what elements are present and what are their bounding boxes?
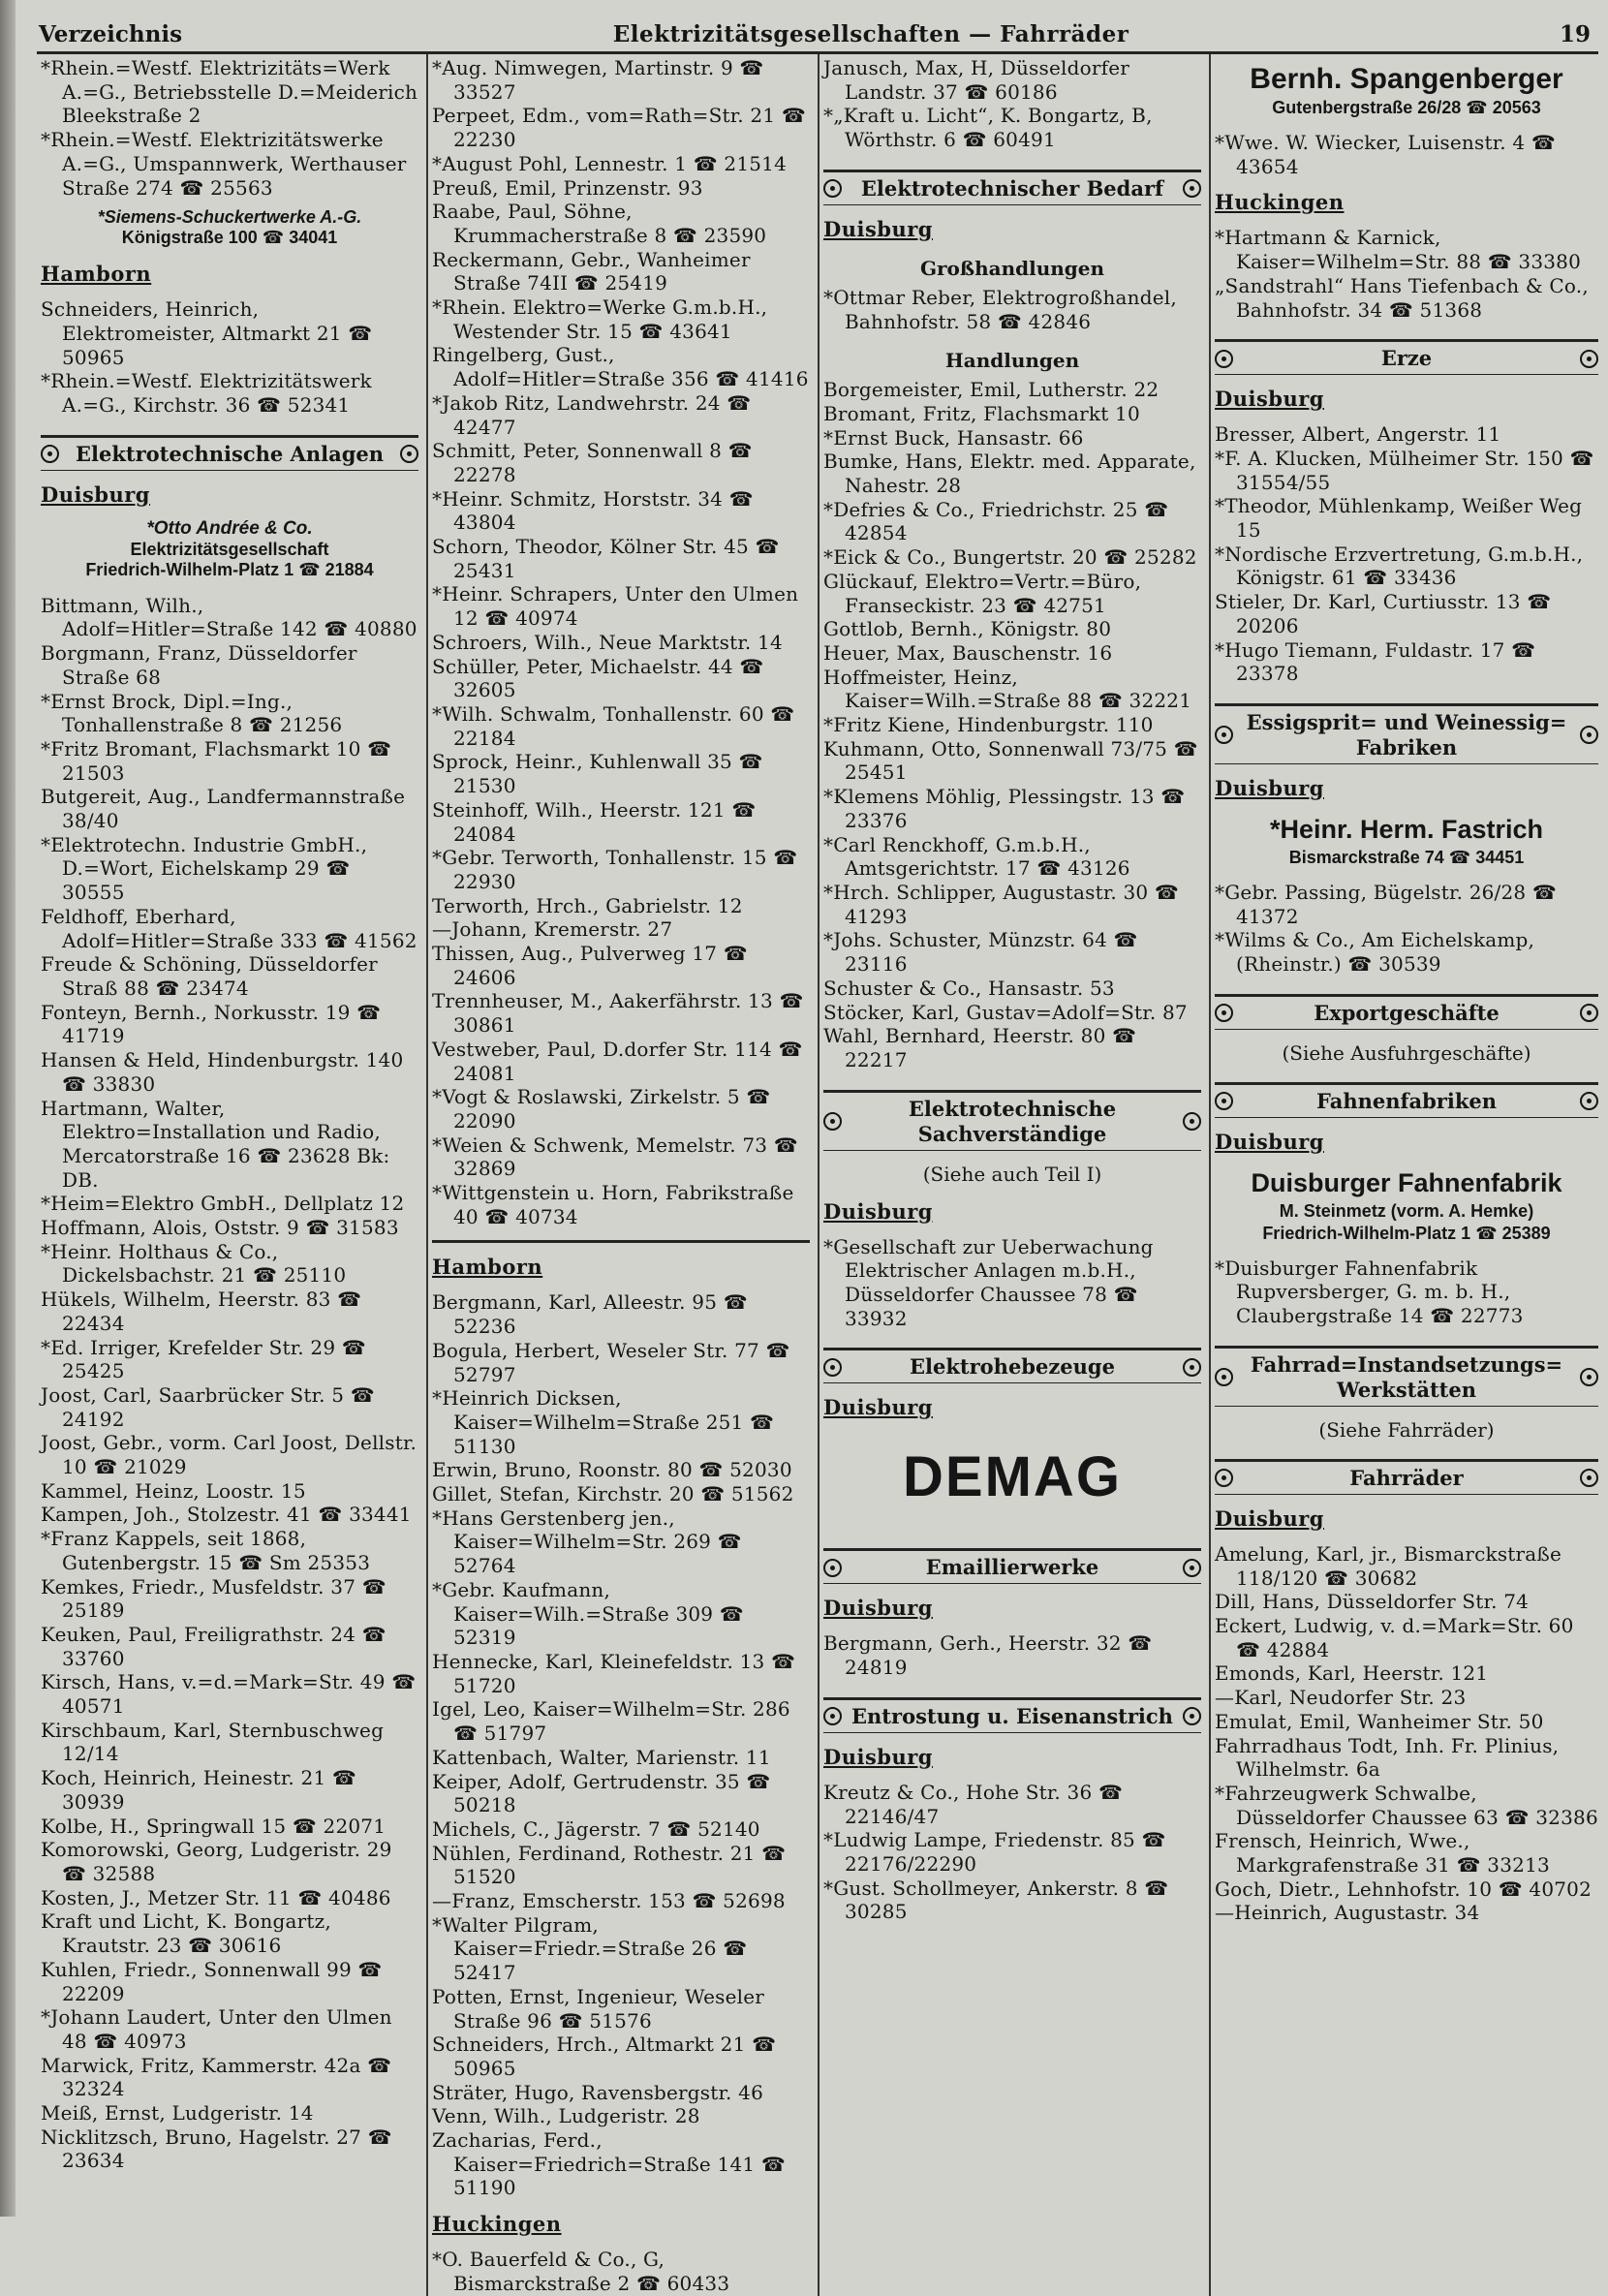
city-heading: Huckingen xyxy=(1215,190,1345,215)
section-heading xyxy=(823,170,1201,205)
directory-entry: Bumke, Hans, Elektr. med. Apparate, Nahestr. 28 xyxy=(823,450,1196,498)
bullet-circle-icon xyxy=(1580,1004,1598,1022)
directory-entry: Schneiders, Hrch., Altmarkt 21 ☎ 50965 xyxy=(432,2032,777,2080)
directory-entry: Joost, Carl, Saarbrücker Str. 5 ☎ 24192 xyxy=(41,1382,375,1431)
directory-entry: *Ottmar Reber, Elektrogroßhandel, Bahnhofstr. 58 ☎ 42846 xyxy=(823,285,1177,333)
bullet-circle-icon xyxy=(823,1358,842,1377)
bullet-circle-icon xyxy=(41,445,59,463)
directory-entry: Potten, Ernst, Ingenieur, Weseler Straße 96 ☎ 51576 xyxy=(432,1984,764,2032)
directory-entry: Dill, Hans, Düsseldorfer Str. 74 xyxy=(1215,1590,1530,1614)
ad-line: *Siemens-Schuckertwerke A.-G. xyxy=(97,207,362,228)
directory-entry: Reckermann, Gebr., Wanheimer Straße 74II ☎ 25419 xyxy=(432,247,751,295)
directory-entry: Emonds, Karl, Heerstr. 121 xyxy=(1215,1661,1489,1686)
directory-entry: Meiß, Ernst, Ludgeristr. 14 xyxy=(41,2101,314,2125)
section-heading xyxy=(823,1348,1201,1383)
page-header xyxy=(37,21,1598,54)
directory-entry: *Heinr. Schmitz, Horststr. 34 ☎ 43804 xyxy=(432,486,754,535)
directory-entry: Zacharias, Ferd., Kaiser=Friedrich=Straße 141 ☎ 51190 xyxy=(432,2128,786,2200)
directory-entry: *Fritz Kiene, Hindenburgstr. 110 xyxy=(823,713,1154,737)
directory-entry: Komorowski, Georg, Ludgeristr. 29 ☎ 32588 xyxy=(41,1838,392,1885)
directory-entry: *Wwe. W. Wiecker, Luisenstr. 4 ☎ 43654 xyxy=(1215,131,1556,178)
directory-entry: *Klemens Möhlig, Plessingstr. 13 ☎ 23376 xyxy=(823,785,1186,832)
bullet-circle-icon xyxy=(1215,350,1233,368)
directory-entry: Venn, Wilh., Ludgeristr. 28 xyxy=(432,2104,700,2128)
directory-entry: —Karl, Neudorfer Str. 23 xyxy=(1215,1686,1467,1710)
directory-entry: *Franz Kappels, seit 1868, Gutenbergstr. 15 ☎ Sm 25353 xyxy=(41,1527,371,1574)
directory-entry: Kammel, Heinz, Loostr. 15 xyxy=(41,1478,306,1503)
column-2 xyxy=(428,54,819,2296)
directory-entry: Janusch, Max, H, Düsseldorfer Landstr. 37 ☎ 60186 xyxy=(823,56,1129,104)
entry-list xyxy=(823,378,1201,1071)
fahnenfabrik-ad xyxy=(1215,1165,1598,1245)
directory-entry: Glückauf, Elektro=Vertr.=Büro, Franseckistr. 23 ☎ 42751 xyxy=(823,569,1142,617)
city-heading: Duisburg xyxy=(823,1744,933,1769)
directory-entry: Borgemeister, Emil, Lutherstr. 22 xyxy=(823,378,1160,402)
directory-entry: Igel, Leo, Kaiser=Wilhelm=Str. 286 ☎ 51797 xyxy=(432,1697,790,1746)
directory-entry: Marwick, Fritz, Kammerstr. 42a ☎ 32324 xyxy=(41,2053,392,2101)
directory-entry: Hennecke, Karl, Kleinefeldstr. 13 ☎ 51720 xyxy=(432,1650,796,1697)
directory-entry: *Gesellschaft zur Ueberwachung Elektrischer Anlagen m.b.H., Düsseldorfer Chaussee 78 ☎ 33932 xyxy=(823,1234,1154,1330)
section-title: Fahrrad=Instandsetzungs= Werkstätten xyxy=(1250,1351,1563,1402)
directory-entry: Raabe, Paul, Söhne, Krummacherstraße 8 ☎ 23590 xyxy=(432,200,767,247)
column-4 xyxy=(1211,54,1598,2296)
directory-entry: Preuß, Emil, Prinzenstr. 93 xyxy=(432,175,703,200)
directory-entry: Terworth, Hrch., Gabrielstr. 12 xyxy=(432,893,743,917)
see-also-note: (Siehe Ausfuhrgeschäfte) xyxy=(1282,1040,1531,1065)
andree-ad xyxy=(41,518,418,580)
bullet-circle-icon xyxy=(1183,1559,1201,1577)
entry-list xyxy=(1215,881,1598,977)
directory-entry: Kirschbaum, Karl, Sternbuschweg 12/14 xyxy=(41,1718,385,1766)
directory-entry: *Hartmann & Karnick, Kaiser=Wilhelm=Str. 88 ☎ 33380 xyxy=(1215,226,1582,274)
directory-entry: Ringelberg, Gust., Adolf=Hitler=Straße 356 ☎ 41416 xyxy=(432,343,809,391)
bullet-circle-icon xyxy=(823,1112,842,1131)
directory-entry: Koch, Heinrich, Heinestr. 21 ☎ 30939 xyxy=(41,1766,357,1814)
directory-entry: Bittmann, Wilh., Adolf=Hitler=Straße 142 ☎ 40880 xyxy=(41,593,417,641)
entry-list xyxy=(1215,422,1598,686)
section-heading xyxy=(1215,1459,1598,1495)
directory-entry: Schroers, Wilh., Neue Marktstr. 14 xyxy=(432,630,783,654)
bullet-circle-icon xyxy=(1183,1358,1201,1377)
directory-entry: *Wittgenstein u. Horn, Fabrikstraße 40 ☎ 40734 xyxy=(432,1181,794,1228)
city-heading: Duisburg xyxy=(823,216,933,241)
directory-entry: *Gebr. Passing, Bügelstr. 26/28 ☎ 41372 xyxy=(1215,880,1557,928)
directory-entry: Kattenbach, Walter, Marienstr. 11 xyxy=(432,1745,771,1769)
directory-entry: *„Kraft u. Licht“, K. Bongartz, B, Wörthstr. 6 ☎ 60491 xyxy=(823,104,1153,152)
bullet-circle-icon xyxy=(400,445,418,463)
directory-entry: *Hans Gerstenberg jen., Kaiser=Wilhelm=Str. 269 ☎ 52764 xyxy=(432,1505,742,1578)
entry-list xyxy=(823,1631,1201,1679)
directory-entry: *F. A. Klucken, Mülheimer Str. 150 ☎ 31554/55 xyxy=(1215,446,1594,494)
city-heading: Duisburg xyxy=(823,1198,933,1224)
directory-entry: Nicklitzsch, Bruno, Hagelstr. 27 ☎ 23634 xyxy=(41,2125,392,2173)
directory-entry: Schüller, Peter, Michaelstr. 44 ☎ 32605 xyxy=(432,654,764,702)
section-title: Emaillierwerke xyxy=(925,1555,1099,1580)
directory-entry: *Heinr. Schrapers, Unter den Ulmen 12 ☎ 40974 xyxy=(432,582,799,631)
directory-entry: Schuster & Co., Hansastr. 53 xyxy=(823,976,1115,1000)
divider xyxy=(432,1240,810,1243)
directory-entry: *Heinr. Holthaus & Co., Dickelsbachstr. 21 ☎ 25110 xyxy=(41,1239,347,1288)
city-heading: Duisburg xyxy=(1215,1129,1324,1154)
directory-entry: Nühlen, Ferdinand, Rothestr. 21 ☎ 51520 xyxy=(432,1841,787,1889)
directory-entry: Borgmann, Franz, Düsseldorfer Straße 68 xyxy=(41,641,357,689)
directory-entry: Perpeet, Edm., vom=Rath=Str. 21 ☎ 22230 xyxy=(432,104,806,152)
directory-entry: *Wilms & Co., Am Eichelskamp, (Rheinstr.) ☎ 30539 xyxy=(1215,928,1535,977)
see-also-note: (Siehe Fahrräder) xyxy=(1318,1417,1495,1442)
section-heading xyxy=(823,1548,1201,1584)
directory-entry: Kraft und Licht, K. Bongartz, Krautstr. 23 ☎ 30616 xyxy=(41,1909,331,1958)
directory-entry: Kirsch, Hans, v.=d.=Mark=Str. 49 ☎ 40571 xyxy=(41,1670,417,1719)
spangenberger-ad xyxy=(1215,62,1598,119)
ad-line: Bismarckstraße 74 ☎ 34451 xyxy=(1288,847,1525,867)
directory-entry: *Elektrotechn. Industrie GmbH., D.=Wort, Eichelskamp 29 ☎ 30555 xyxy=(41,832,368,905)
directory-entry: Kampen, Joh., Stolzestr. 41 ☎ 33441 xyxy=(41,1503,412,1527)
directory-entry: *Hrch. Schlipper, Augustastr. 30 ☎ 41293 xyxy=(823,880,1180,928)
directory-entry: Joost, Gebr., vorm. Carl Joost, Dellstr. 10 ☎ 21029 xyxy=(41,1431,417,1479)
section-title: Elektrohebezeuge xyxy=(910,1354,1115,1380)
column-1 xyxy=(37,54,428,2296)
city-heading: Huckingen xyxy=(432,2212,562,2237)
bullet-circle-icon xyxy=(1580,726,1598,744)
city-heading: Hamborn xyxy=(432,1255,543,1280)
directory-entry: Wahl, Bernhard, Heerstr. 80 ☎ 22217 xyxy=(823,1024,1137,1071)
directory-entry: *August Pohl, Lennestr. 1 ☎ 21514 xyxy=(432,151,788,175)
directory-entry: Gottlob, Bernh., Königstr. 80 xyxy=(823,617,1112,641)
section-title: Fahrräder xyxy=(1349,1465,1464,1490)
section-heading xyxy=(1215,703,1598,764)
directory-entry: *Vogt & Roslawski, Zirkelstr. 5 ☎ 22090 xyxy=(432,1085,771,1132)
directory-entry: *Rhein. Elektro=Werke G.m.b.H., Westender Str. 15 ☎ 43641 xyxy=(432,295,768,343)
directory-entry: Schorn, Theodor, Kölner Str. 45 ☎ 25431 xyxy=(432,535,780,582)
city-heading: Duisburg xyxy=(1215,775,1324,800)
bullet-circle-icon xyxy=(1215,1368,1233,1386)
section-title: Essigsprit= und Weinessig= Fabriken xyxy=(1246,709,1567,760)
bullet-circle-icon xyxy=(823,179,842,198)
section-heading xyxy=(1215,1082,1598,1118)
entry-list xyxy=(41,297,418,418)
section-heading xyxy=(1215,339,1598,375)
section-heading xyxy=(1215,994,1598,1030)
directory-entry: *Fritz Bromant, Flachsmarkt 10 ☎ 21503 xyxy=(41,736,392,785)
ad-line: *Heinr. Herm. Fastrich xyxy=(1269,814,1544,844)
bullet-circle-icon xyxy=(823,1707,842,1725)
city-heading: Duisburg xyxy=(41,481,150,507)
directory-entry: Trennheuser, M., Aakerfährstr. 13 ☎ 30861 xyxy=(432,989,804,1038)
section-heading xyxy=(1215,1346,1598,1407)
directory-entry: Feldhoff, Eberhard, Adolf=Hitler=Straße 333 ☎ 41562 xyxy=(41,904,417,952)
city-heading: Duisburg xyxy=(823,1395,933,1420)
directory-entry: Frensch, Heinrich, Wwe., Markgrafenstraße 31 ☎ 33213 xyxy=(1215,1829,1550,1877)
bullet-circle-icon xyxy=(823,1559,842,1577)
page-number: 19 xyxy=(1559,21,1591,47)
section-title: Elektrotechnische Sachverständige xyxy=(908,1096,1117,1146)
directory-entry: Eckert, Ludwig, v. d.=Mark=Str. 60 ☎ 42884 xyxy=(1215,1613,1574,1661)
directory-entry: Kuhlen, Friedr., Sonnenwall 99 ☎ 22209 xyxy=(41,1957,383,2005)
directory-entry: *Ernst Brock, Dipl.=Ing., Tonhallenstraße 8 ☎ 21256 xyxy=(41,689,343,737)
directory-entry: *Heim=Elektro GmbH., Dellplatz 12 xyxy=(41,1192,405,1216)
directory-entry: *Johs. Schuster, Münzstr. 64 ☎ 23116 xyxy=(823,928,1138,977)
city-heading: Hamborn xyxy=(41,262,152,287)
section-heading xyxy=(823,1697,1201,1733)
directory-entry: *Theodor, Mühlenkamp, Weißer Weg 15 xyxy=(1215,494,1583,543)
entry-list xyxy=(823,1235,1201,1331)
ad-line: Friedrich-Wilhelm-Platz 1 ☎ 25389 xyxy=(1262,1223,1551,1243)
entry-list xyxy=(1215,1257,1598,1328)
directory-entry: Kosten, J., Metzer Str. 11 ☎ 40486 xyxy=(41,1885,391,1909)
directory-entry: Hoffmann, Alois, Oststr. 9 ☎ 31583 xyxy=(41,1216,399,1240)
directory-entry: Hükels, Wilhelm, Heerstr. 83 ☎ 22434 xyxy=(41,1288,362,1335)
ad-line: Elektrizitätsgesellschaft xyxy=(130,539,329,559)
fastrich-ad xyxy=(1215,812,1598,869)
directory-entry: Butgereit, Aug., Landfermannstraße 38/40 xyxy=(41,785,406,833)
directory-entry: *Nordische Erzvertretung, G.m.b.H., Königstr. 61 ☎ 33436 xyxy=(1215,542,1584,590)
directory-entry: Kolbe, H., Springwall 15 ☎ 22071 xyxy=(41,1814,387,1838)
entry-list xyxy=(823,56,1201,152)
bullet-circle-icon xyxy=(1580,1469,1598,1487)
directory-entry: *Eick & Co., Bungertstr. 20 ☎ 25282 xyxy=(823,545,1197,570)
header-left: Verzeichnis xyxy=(39,21,183,47)
section-title: Elektrotechnischer Bedarf xyxy=(860,175,1164,201)
directory-entry: —Johann, Kremerstr. 27 xyxy=(432,917,673,942)
directory-entry: *O. Bauerfeld & Co., G, Bismarckstraße 2 ☎ 60433 xyxy=(432,2248,730,2295)
directory-entry: *Walter Pilgram, Kaiser=Friedr.=Straße 26 ☎ 52417 xyxy=(432,1912,748,1985)
columns xyxy=(37,54,1598,2295)
directory-entry: Sträter, Hugo, Ravensbergstr. 46 xyxy=(432,2080,764,2104)
directory-entry: Heuer, Max, Bauschenstr. 16 xyxy=(823,640,1113,665)
section-heading xyxy=(41,435,418,471)
directory-entry: *Defries & Co., Friedrichstr. 25 ☎ 42854 xyxy=(823,497,1169,545)
directory-entry: Stöcker, Karl, Gustav=Adolf=Str. 87 xyxy=(823,1000,1188,1024)
demag-logo: DEMAG xyxy=(903,1445,1122,1509)
directory-entry: *Ernst Buck, Hansastr. 66 xyxy=(823,425,1084,450)
bullet-circle-icon xyxy=(1215,1092,1233,1110)
entry-list xyxy=(41,56,418,200)
directory-entry: Stieler, Dr. Karl, Curtiusstr. 13 ☎ 20206 xyxy=(1215,590,1552,637)
bullet-circle-icon xyxy=(1580,350,1598,368)
subheading: Großhandlungen xyxy=(919,256,1105,280)
directory-entry: *Carl Renckhoff, G.m.b.H., Amtsgerichtstr. 17 ☎ 43126 xyxy=(823,832,1130,881)
directory-entry: *Duisburger Fahnenfabrik Rupversberger, G. m. b. H., Claubergstraße 14 ☎ 22773 xyxy=(1215,1256,1524,1328)
bullet-circle-icon xyxy=(1183,179,1201,198)
directory-entry: Goch, Dietr., Lehnhofstr. 10 ☎ 40702 xyxy=(1215,1877,1593,1901)
directory-entry: *Ludwig Lampe, Friedenstr. 85 ☎ 22176/22290 xyxy=(823,1828,1166,1876)
section-title: Erze xyxy=(1380,346,1433,371)
directory-entry: Schneiders, Heinrich, Elektromeister, Altmarkt 21 ☎ 50965 xyxy=(41,297,373,369)
directory-entry: *Ed. Irriger, Krefelder Str. 29 ☎ 25425 xyxy=(41,1335,366,1383)
directory-entry: Fahrradhaus Todt, Inh. Fr. Plinius, Wilhelmstr. 6a xyxy=(1215,1733,1560,1782)
directory-entry: Bergmann, Gerh., Heerstr. 32 ☎ 24819 xyxy=(823,1631,1153,1680)
directory-entry: *Gust. Schollmeyer, Ankerstr. 8 ☎ 30285 xyxy=(823,1876,1169,1924)
bullet-circle-icon xyxy=(1580,1368,1598,1386)
ad-line: Königstraße 100 ☎ 34041 xyxy=(121,228,338,248)
ad-line: Bernh. Spangenberger xyxy=(1250,63,1563,95)
see-also-note: (Siehe auch Teil I) xyxy=(922,1162,1102,1186)
column-3 xyxy=(819,54,1211,2296)
directory-entry: Bromant, Fritz, Flachsmarkt 10 xyxy=(823,401,1140,425)
directory-entry: *Rhein.=Westf. Elektrizitäts=Werk A.=G., Betriebsstelle D.=Meiderich Bleekstraße 2 xyxy=(41,56,418,128)
directory-entry: *Aug. Nimwegen, Martinstr. 9 ☎ 33527 xyxy=(432,56,764,104)
directory-entry: Michels, C., Jägerstr. 7 ☎ 52140 xyxy=(432,1816,760,1841)
entry-list xyxy=(1215,226,1598,322)
directory-entry: Keuken, Paul, Freiligrathstr. 24 ☎ 33760 xyxy=(41,1622,387,1670)
directory-entry: „Sandstrahl“ Hans Tiefenbach & Co., Bahnhofstr. 34 ☎ 51368 xyxy=(1215,273,1589,322)
directory-entry: Bresser, Albert, Angerstr. 11 xyxy=(1215,422,1501,447)
entry-list xyxy=(1215,1542,1598,1925)
entry-list xyxy=(432,1290,810,2200)
bullet-circle-icon xyxy=(1215,726,1233,744)
header-title: Elektrizitätsgesellschaften — Fahrräder xyxy=(612,21,1129,47)
section-title: Entrostung u. Eisenanstrich xyxy=(851,1703,1173,1728)
ad-line: Duisburger Fahnenfabrik xyxy=(1251,1167,1562,1197)
directory-entry: Hartmann, Walter, Elektro=Installation und Radio, Mercatorstraße 16 ☎ 23628 Bk: DB. xyxy=(41,1096,390,1192)
directory-entry: Thissen, Aug., Pulverweg 17 ☎ 24606 xyxy=(432,942,748,989)
entry-list xyxy=(432,2248,810,2295)
city-heading: Duisburg xyxy=(1215,1505,1324,1531)
city-heading: Duisburg xyxy=(823,1596,933,1621)
bullet-circle-icon xyxy=(1580,1092,1598,1110)
directory-entry: *Gebr. Kaufmann, Kaiser=Wilh.=Straße 309 ☎ 52319 xyxy=(432,1577,744,1650)
ad-line: Gutenbergstraße 26/28 ☎ 20563 xyxy=(1272,98,1541,117)
ad-line: M. Steinmetz (vorm. A. Hemke) xyxy=(1279,1200,1534,1221)
directory-entry: Fonteyn, Bernh., Norkusstr. 19 ☎ 41719 xyxy=(41,1000,382,1048)
directory-entry: Emulat, Emil, Wanheimer Str. 50 xyxy=(1215,1709,1544,1733)
entry-list xyxy=(41,594,418,2173)
directory-entry: Hoffmeister, Heinz, Kaiser=Wilh.=Straße 88 ☎ 32221 xyxy=(823,665,1192,713)
entry-list xyxy=(432,56,810,1228)
directory-entry: Bergmann, Karl, Alleestr. 95 ☎ 52236 xyxy=(432,1290,748,1339)
directory-entry: Erwin, Bruno, Roonstr. 80 ☎ 52030 xyxy=(432,1458,792,1482)
directory-entry: Hansen & Held, Hindenburgstr. 140 ☎ 33830 xyxy=(41,1048,404,1096)
ad-line: Friedrich-Wilhelm-Platz 1 ☎ 21884 xyxy=(85,559,374,579)
directory-entry: *Heinrich Dicksen, Kaiser=Wilhelm=Straße 251 ☎ 51130 xyxy=(432,1386,775,1458)
bullet-circle-icon xyxy=(1215,1004,1233,1022)
directory-entry: Kreutz & Co., Hohe Str. 36 ☎ 22146/47 xyxy=(823,1780,1124,1828)
directory-entry: —Heinrich, Augustastr. 34 xyxy=(1215,1901,1480,1925)
directory-entry: Schmitt, Peter, Sonnenwall 8 ☎ 22278 xyxy=(432,439,753,486)
directory-entry: Keiper, Adolf, Gertrudenstr. 35 ☎ 50218 xyxy=(432,1769,771,1817)
bullet-circle-icon xyxy=(1183,1707,1201,1725)
directory-entry: Sprock, Heinr., Kuhlenwall 35 ☎ 21530 xyxy=(432,750,763,798)
directory-entry: *Fahrzeugwerk Schwalbe, Düsseldorfer Chaussee 63 ☎ 32386 xyxy=(1215,1781,1598,1829)
directory-entry: *Weien & Schwenk, Memelstr. 73 ☎ 32869 xyxy=(432,1132,798,1181)
section-title: Exportgeschäfte xyxy=(1314,1000,1500,1025)
directory-entry: Freude & Schöning, Düsseldorfer Straß 88 ☎ 23474 xyxy=(41,952,378,1000)
directory-entry: *Rhein.=Westf. Elektrizitätswerk A.=G., Kirchstr. 36 ☎ 52341 xyxy=(41,369,372,418)
ad-line: *Otto Andrée & Co. xyxy=(146,517,313,539)
directory-entry: *Hugo Tiemann, Fuldastr. 17 ☎ 23378 xyxy=(1215,637,1536,686)
directory-entry: *Gebr. Terworth, Tonhallenstr. 15 ☎ 22930 xyxy=(432,846,798,893)
directory-entry: *Jakob Ritz, Landwehrstr. 24 ☎ 42477 xyxy=(432,390,752,439)
directory-entry: *Rhein.=Westf. Elektrizitätswerke A.=G., Umspannwerk, Werthauser Straße 274 ☎ 25563 xyxy=(41,128,407,200)
subheading: Handlungen xyxy=(944,349,1080,373)
directory-entry: —Franz, Emscherstr. 153 ☎ 52698 xyxy=(432,1889,786,1913)
directory-entry: Bogula, Herbert, Weseler Str. 77 ☎ 52797 xyxy=(432,1338,790,1386)
directory-entry: *Johann Laudert, Unter den Ulmen 48 ☎ 40973 xyxy=(41,2005,392,2053)
directory-entry: Vestweber, Paul, D.dorfer Str. 114 ☎ 24081 xyxy=(432,1037,803,1085)
directory-entry: Amelung, Karl, jr., Bismarckstraße 118/120 ☎ 30682 xyxy=(1215,1541,1562,1590)
siemens-ad xyxy=(41,207,418,248)
bullet-circle-icon xyxy=(1215,1469,1233,1487)
directory-entry: Steinhoff, Wilh., Heerstr. 121 ☎ 24084 xyxy=(432,797,757,846)
entry-list xyxy=(823,286,1201,333)
city-heading: Duisburg xyxy=(1215,387,1324,412)
bullet-circle-icon xyxy=(1183,1112,1201,1131)
directory-entry: Gillet, Stefan, Kirchstr. 20 ☎ 51562 xyxy=(432,1482,794,1506)
section-heading xyxy=(823,1090,1201,1151)
section-title: Fahnenfabriken xyxy=(1315,1088,1498,1113)
directory-entry: *Wilh. Schwalm, Tonhallenstr. 60 ☎ 22184 xyxy=(432,701,795,750)
directory-entry: Kemkes, Friedr., Musfeldstr. 37 ☎ 25189 xyxy=(41,1574,387,1623)
section-title: Elektrotechnische Anlagen xyxy=(75,441,385,466)
entry-list xyxy=(823,1781,1201,1924)
directory-entry: Kuhmann, Otto, Sonnenwall 73/75 ☎ 25451 xyxy=(823,736,1198,785)
entry-list xyxy=(1215,131,1598,178)
page-binding-edge xyxy=(0,0,15,2217)
